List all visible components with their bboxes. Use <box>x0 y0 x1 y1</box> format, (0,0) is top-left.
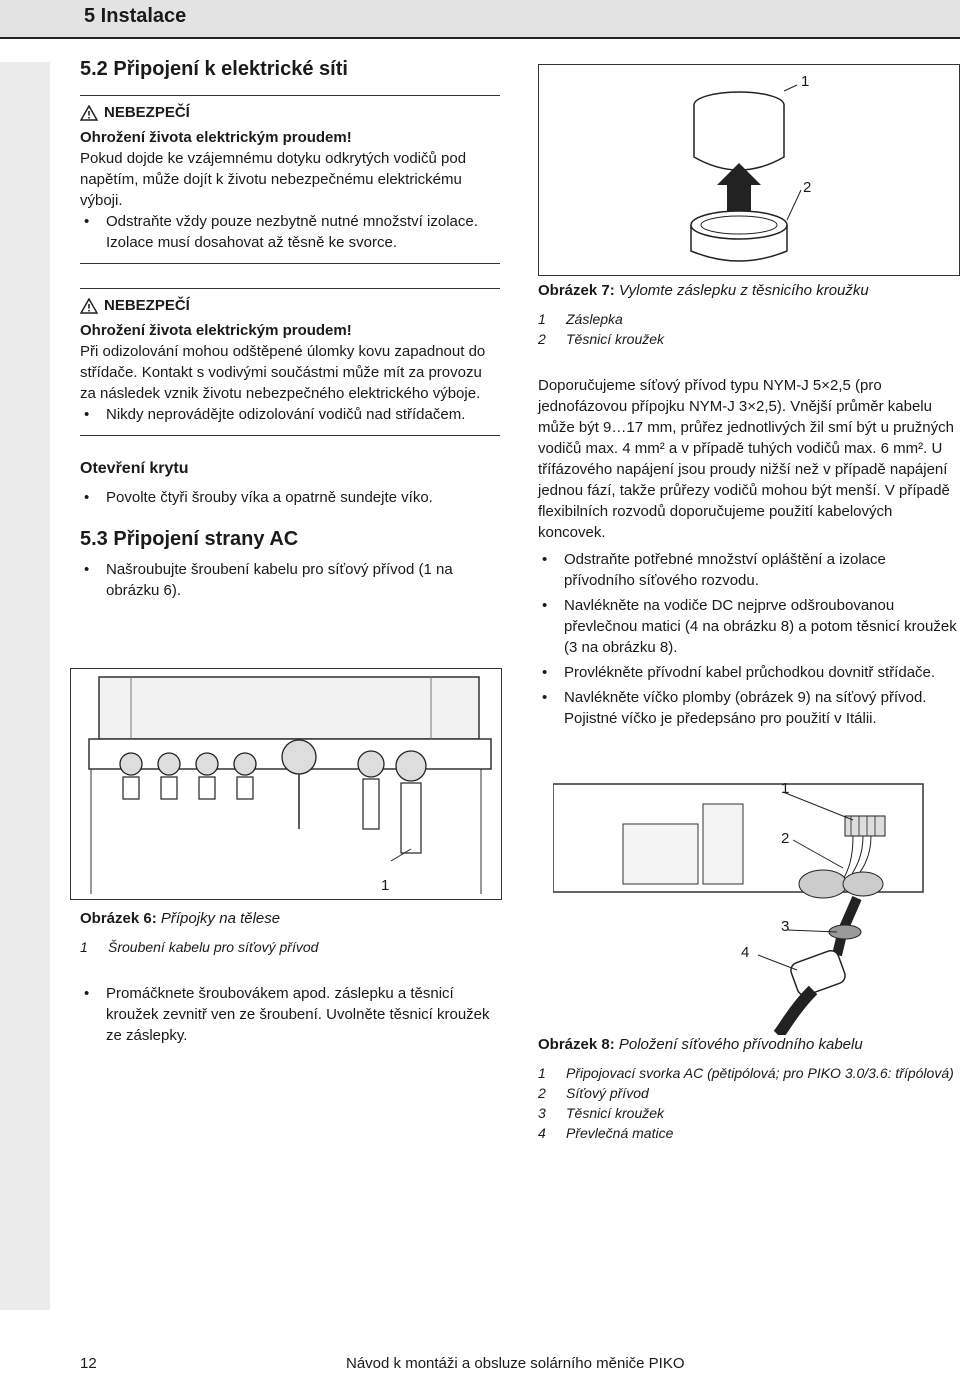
legend-text: Těsnicí kroužek <box>566 1105 665 1121</box>
warning-icon <box>80 298 98 314</box>
figure-8-caption-block <box>538 1036 958 1143</box>
legend-item <box>538 309 958 329</box>
danger-bullet: • Nikdy neprovádějte odizolování vodičů nad střídačem. <box>80 404 500 425</box>
caption-label: Obrázek 6: <box>80 910 157 927</box>
caption-text: Položení síťového přívodního kabelu <box>618 1036 863 1053</box>
danger-text: Pokud dojde ke vzájemnému dotyku odkrytých vodičů pod napětím, může dojít k životu nebezpečnému elektrickému výboji. <box>80 150 467 209</box>
instruction-bullet: • Našroubujte šroubení kabelu pro síťový přívod (1 na obrázku 6). <box>80 559 500 601</box>
figure-callout: 4 <box>741 944 750 961</box>
legend-text: Těsnicí kroužek <box>566 331 665 347</box>
ac-cable-routing-drawing <box>553 780 953 1035</box>
danger-subtitle: Ohrožení života elektrickým proudem! <box>80 129 352 146</box>
figure-callout: 1 <box>381 877 390 894</box>
figure-callout: 1 <box>801 73 810 90</box>
section-title: 5.2 Připojení k elektrické síti <box>80 58 348 80</box>
figure-6-caption-block <box>80 910 500 1046</box>
instruction-bullet: • Navlékněte víčko plomby (obrázek 9) na síťový přívod. Pojistné víčko je předepsáno pro použití v Itálii. <box>538 687 958 729</box>
legend-item <box>538 1103 958 1123</box>
danger-bullet: • Odstraňte vždy pouze nezbytně nutné množství izolace. Izolace musí dosahovat až těsně ke svorce. <box>80 211 500 253</box>
legend-number: 4 <box>538 1125 546 1141</box>
legend-number: 1 <box>538 1065 546 1081</box>
warning-icon <box>80 105 98 121</box>
danger-label: NEBEZPEČÍ <box>104 104 190 121</box>
subsection-title: Otevření krytu <box>80 460 189 477</box>
caption-label: Obrázek 7: <box>538 282 615 299</box>
page-margin-strip <box>0 62 50 1310</box>
footer-title: Návod k montáži a obsluze solárního měniče PIKO <box>346 1355 685 1372</box>
figure-caption <box>538 282 958 299</box>
figure-callout: 2 <box>781 830 790 847</box>
figure-7 <box>538 64 960 276</box>
danger-subtitle: Ohrožení života elektrickým proudem! <box>80 322 352 339</box>
caption-text: Přípojky na tělese <box>160 910 281 927</box>
legend-number: 2 <box>538 331 546 347</box>
legend-text: Záslepka <box>566 311 623 327</box>
chapter-title: 5 Instalace <box>84 5 187 27</box>
danger-heading <box>80 297 500 314</box>
legend-item <box>80 937 500 957</box>
figure-callout: 2 <box>803 179 812 196</box>
instruction-bullet: • Navlékněte na vodiče DC nejprve odšroubovanou převlečnou matici (4 na obrázku 8) a potom těsnicí kroužek (3 na obrázku 8). <box>538 595 958 658</box>
caption-label: Obrázek 8: <box>538 1036 615 1053</box>
legend-number: 1 <box>538 311 546 327</box>
legend-number: 2 <box>538 1085 546 1101</box>
legend-item <box>538 1063 958 1083</box>
legend-item <box>538 1123 958 1143</box>
legend-text: Připojovací svorka AC (pětipólová; pro PIKO 3.0/3.6: třípólová) <box>566 1065 954 1081</box>
instruction-bullet: • Povolte čtyři šrouby víka a opatrně sundejte víko. <box>80 487 500 508</box>
figure-caption <box>538 1036 958 1053</box>
legend-text: Síťový přívod <box>566 1085 649 1101</box>
danger-text: Při odizolování mohou odštěpené úlomky kovu zapadnout do střídače. Kontakt s vodivými součástmi může mít za provozu za následek vznik životu nebezpečného elektrického výboje. <box>80 343 486 402</box>
figure-8 <box>553 780 953 1035</box>
left-column <box>80 58 500 601</box>
cap-and-ring-drawing <box>539 65 959 275</box>
figure-callout: 1 <box>781 780 790 797</box>
legend-item <box>538 329 958 349</box>
recommendation-text: Doporučujeme síťový přívod typu NYM-J 5×2,5 (pro jednofázovou přípojku NYM-J 3×2,5). Vnější průměr kabelu může být 9…17 mm, průřez jednotlivých žil smí být u pružných vodičů max. 4 mm² a v případě tuhých vodičů max. 6 mm². U třífázového napájení jsou proudy nižší než v případě napájení jednou fází, takže průřezy vodičů mohou být menší. V případě flexibilních rozvodů doporučujeme použití kabelových koncovek. <box>538 377 954 541</box>
instruction-bullet: • Odstraňte potřebné množství opláštění a izolace přívodního síťového rozvodu. <box>538 549 958 591</box>
figure-callout: 3 <box>781 918 790 935</box>
section-title: 5.3 Připojení strany AC <box>80 528 299 550</box>
legend-item <box>538 1083 958 1103</box>
caption-text: Vylomte záslepku z těsnicího kroužku <box>618 282 869 299</box>
page-number: 12 <box>80 1355 97 1372</box>
danger-box <box>80 288 500 436</box>
legend-text: Šroubení kabelu pro síťový přívod <box>108 939 319 955</box>
inverter-connections-drawing <box>71 669 501 899</box>
danger-box <box>80 95 500 264</box>
figure-caption <box>80 910 500 927</box>
legend-number: 1 <box>80 939 88 955</box>
figure-6 <box>70 668 502 900</box>
legend-number: 3 <box>538 1105 546 1121</box>
instruction-bullet: • Provlékněte přívodní kabel průchodkou dovnitř střídače. <box>538 662 958 683</box>
right-column <box>538 282 958 729</box>
danger-heading <box>80 104 500 121</box>
chapter-header <box>0 0 960 39</box>
legend-text: Převlečná matice <box>566 1125 674 1141</box>
instruction-bullet: • Promáčknete šroubovákem apod. záslepku a těsnicí kroužek zevnitř ven ze šroubení. Uvolněte těsnicí kroužek ze záslepky. <box>80 983 500 1046</box>
danger-label: NEBEZPEČÍ <box>104 297 190 314</box>
